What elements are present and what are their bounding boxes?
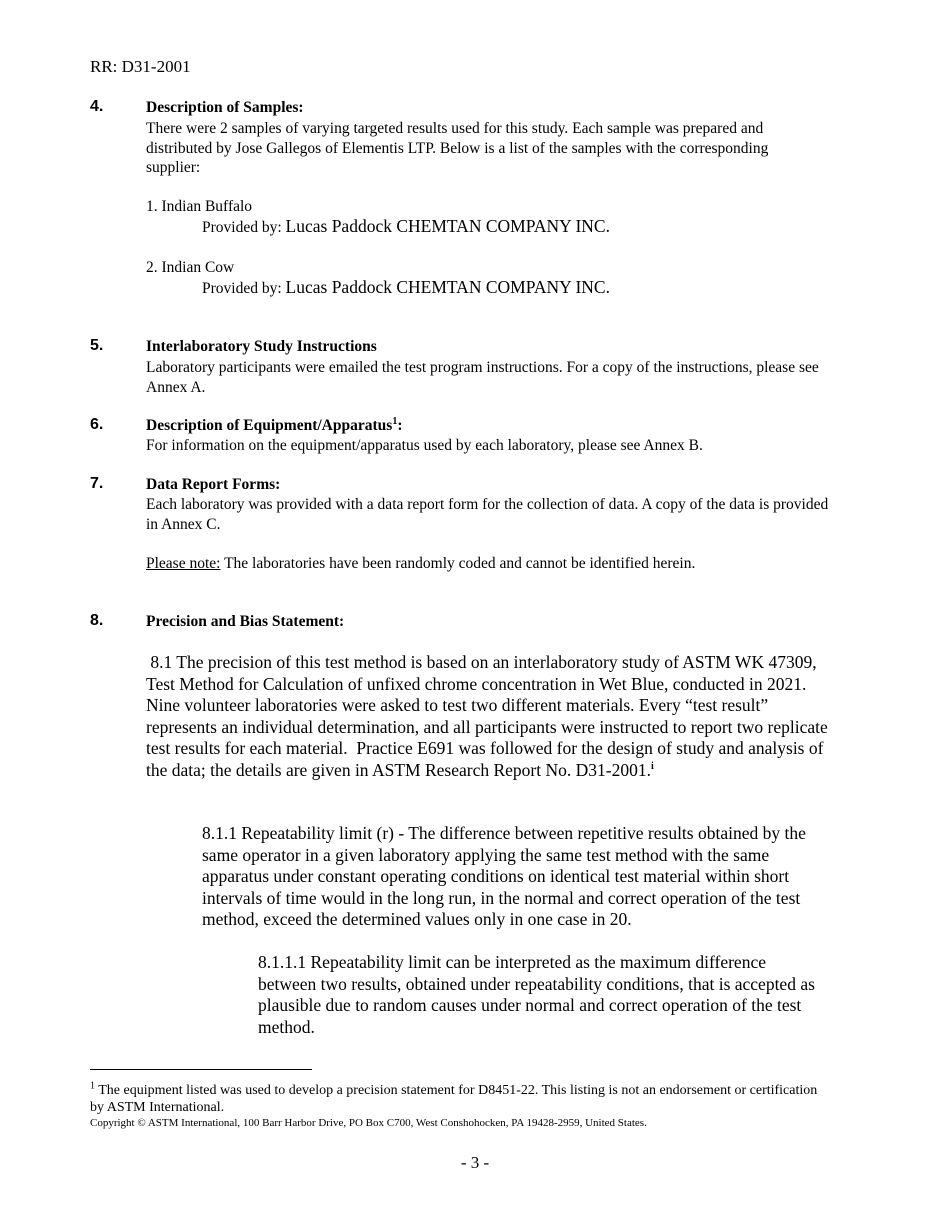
endnote-ref-i: i [650,761,654,773]
sample-2-provided-by: Provided by: [202,280,286,297]
report-header: RR: D31-2001 [90,57,191,76]
section-8-title: Precision and Bias Statement: [146,613,345,630]
section-6-title-text: Description of Equipment/Apparatus [146,417,393,434]
footnote-separator [90,1069,312,1070]
sample-1-provider [202,216,610,238]
section-6-body: For information on the equipment/apparatus used by each laboratory, please see Annex B. [146,437,703,454]
section-6-title-colon: : [397,417,403,434]
precision-paragraph-8-1 [146,652,833,782]
section-5-number: 5. [90,337,104,354]
sample-2-label: 2. Indian Cow [146,259,235,276]
section-6-number: 6. [90,416,104,433]
footnote-1 [90,1082,830,1116]
footnote-ref-1: 1 [392,415,398,427]
footnote-1-mark: 1 [90,1080,95,1092]
precision-8-1-text: 8.1 The precision of this test method is based on an interlaboratory study of ASTM WK 47309, Test Method for Calculation of unfixed chrome concentration in Wet Blue, conducted in 2021. Nine volunteer laboratories were asked to test two different materials. Every “test result” represents an individual determination, and all participants were instructed to report two replicate test results for each material. Practice E691 was followed for the design of study and analysis of the data; the details are given in ASTM Research Report No. D31-2001. [146,652,833,780]
repeatability-paragraph-8-1-1: 8.1.1 Repeatability limit (r) - The difference between repetitive results obtained by the same operator in a given laboratory applying the same test method with the same apparatus under constant operating conditions on identical test material within short intervals of time would in the long run, in the normal and correct operation of the test method, exceed the determined values only in one case in 20. [202,823,806,930]
section-7-note [146,554,695,574]
note-label: Please note: [146,555,221,572]
section-5-title: Interlaboratory Study Instructions [146,338,377,355]
section-4-title: Description of Samples: [146,99,304,116]
section-4-body: There were 2 samples of varying targeted results used for this study. Each sample was prepared and distributed by Jose Gallegos of Elementis LTP. Below is a list of the samples with the corresponding supplier: [146,120,769,176]
section-7-body: Each laboratory was provided with a data report form for the collection of data. A copy of the data is provided in Annex C. [146,496,829,533]
sample-1-provided-by: Provided by: [202,219,286,236]
sample-1-provider-name: Lucas Paddock CHEMTAN COMPANY INC. [285,216,610,236]
section-4-number: 4. [90,98,104,115]
repeatability-paragraph-8-1-1-1: 8.1.1.1 Repeatability limit can be interpreted as the maximum difference between two results, obtained under repeatability conditions, that is accepted as plausible due to random causes under normal and correct operation of the test method. [258,952,815,1037]
section-8-number: 8. [90,612,104,629]
page-number: - 3 - [460,1153,490,1172]
sample-2-provider-name: Lucas Paddock CHEMTAN COMPANY INC. [285,277,610,297]
sample-1-label: 1. Indian Buffalo [146,198,253,215]
section-6-title [146,417,402,435]
footnote-1-text: The equipment listed was used to develop a precision statement for D8451-22. This listing is not an endorsement or certification by ASTM International. [90,1083,818,1115]
sample-2-provider [202,277,610,299]
section-5-body: Laboratory participants were emailed the test program instructions. For a copy of the instructions, please see Annex A. [146,359,819,396]
note-text: The laboratories have been randomly coded and cannot be identified herein. [220,555,696,572]
section-7-number: 7. [90,475,104,492]
copyright-notice: Copyright © ASTM International, 100 Barr Harbor Drive, PO Box C700, West Conshohocken, PA 19428-2959, United States. [90,1117,647,1129]
section-7-title: Data Report Forms: [146,476,281,493]
